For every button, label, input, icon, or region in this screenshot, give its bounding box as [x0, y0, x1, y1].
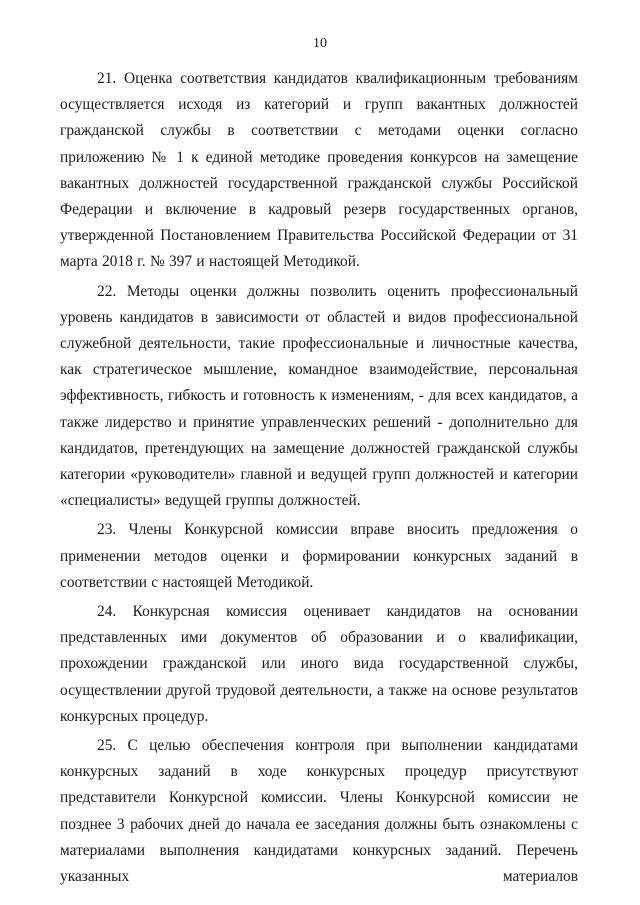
document-body: [60, 66, 578, 893]
paragraph-22: 22. Методы оценки должны позволить оценить профессиональный уровень кандидатов в зависимости от областей и видов профессиональной служебной деятельности, такие профессиональные и личностные качества, как стратегическое мышление, командное взаимодействие, персональная эффективность, гибкость и готовность к изменениям, - для всех кандидатов, а также лидерство и принятие управленческих решений - дополнительно для кандидатов, претендующих на замещение должностей гражданской службы категории «руководители» главной и ведущей групп должностей и категории «специалисты» ведущей группы должностей.: [60, 282, 578, 510]
page-number: 10: [313, 36, 327, 51]
paragraph-23: 23. Члены Конкурсной комиссии вправе вносить предложения о применении методов оценки и формировании конкурсных заданий в соответствии с настоящей Методикой.: [60, 521, 578, 591]
paragraph-21: 21. Оценка соответствия кандидатов квалификационным требованиям осуществляется исходя из категорий и групп вакантных должностей гражданской службы в соответствии с методами оценки согласно приложению № 1 к единой методике проведения конкурсов на замещение вакантных должностей государственной гражданской службы Российской Федерации и включение в кадровый резерв государственных органов, утвержденной Постановлением Правительства Российской Федерации от 31 марта 2018 г. № 397 и настоящей Методикой.: [60, 70, 578, 271]
paragraph-25: 25. С целью обеспечения контроля при выполнении кандидатами конкурсных заданий в ходе конкурсных процедур присутствуют представители Конкурсной комиссии. Члены Конкурсной комиссии не позднее 3 рабочих дней до начала ее заседания должны быть ознакомлены с материалами выполнения кандидатами конкурсных заданий. Перечень указанных материалов: [60, 737, 578, 886]
paragraph-24: 24. Конкурсная комиссия оценивает кандидатов на основании представленных ими документов об образовании и о квалификации, прохождении гражданской или иного вида государственной службы, осуществлении другой трудовой деятельности, а также на основе результатов конкурсных процедур.: [60, 603, 578, 725]
